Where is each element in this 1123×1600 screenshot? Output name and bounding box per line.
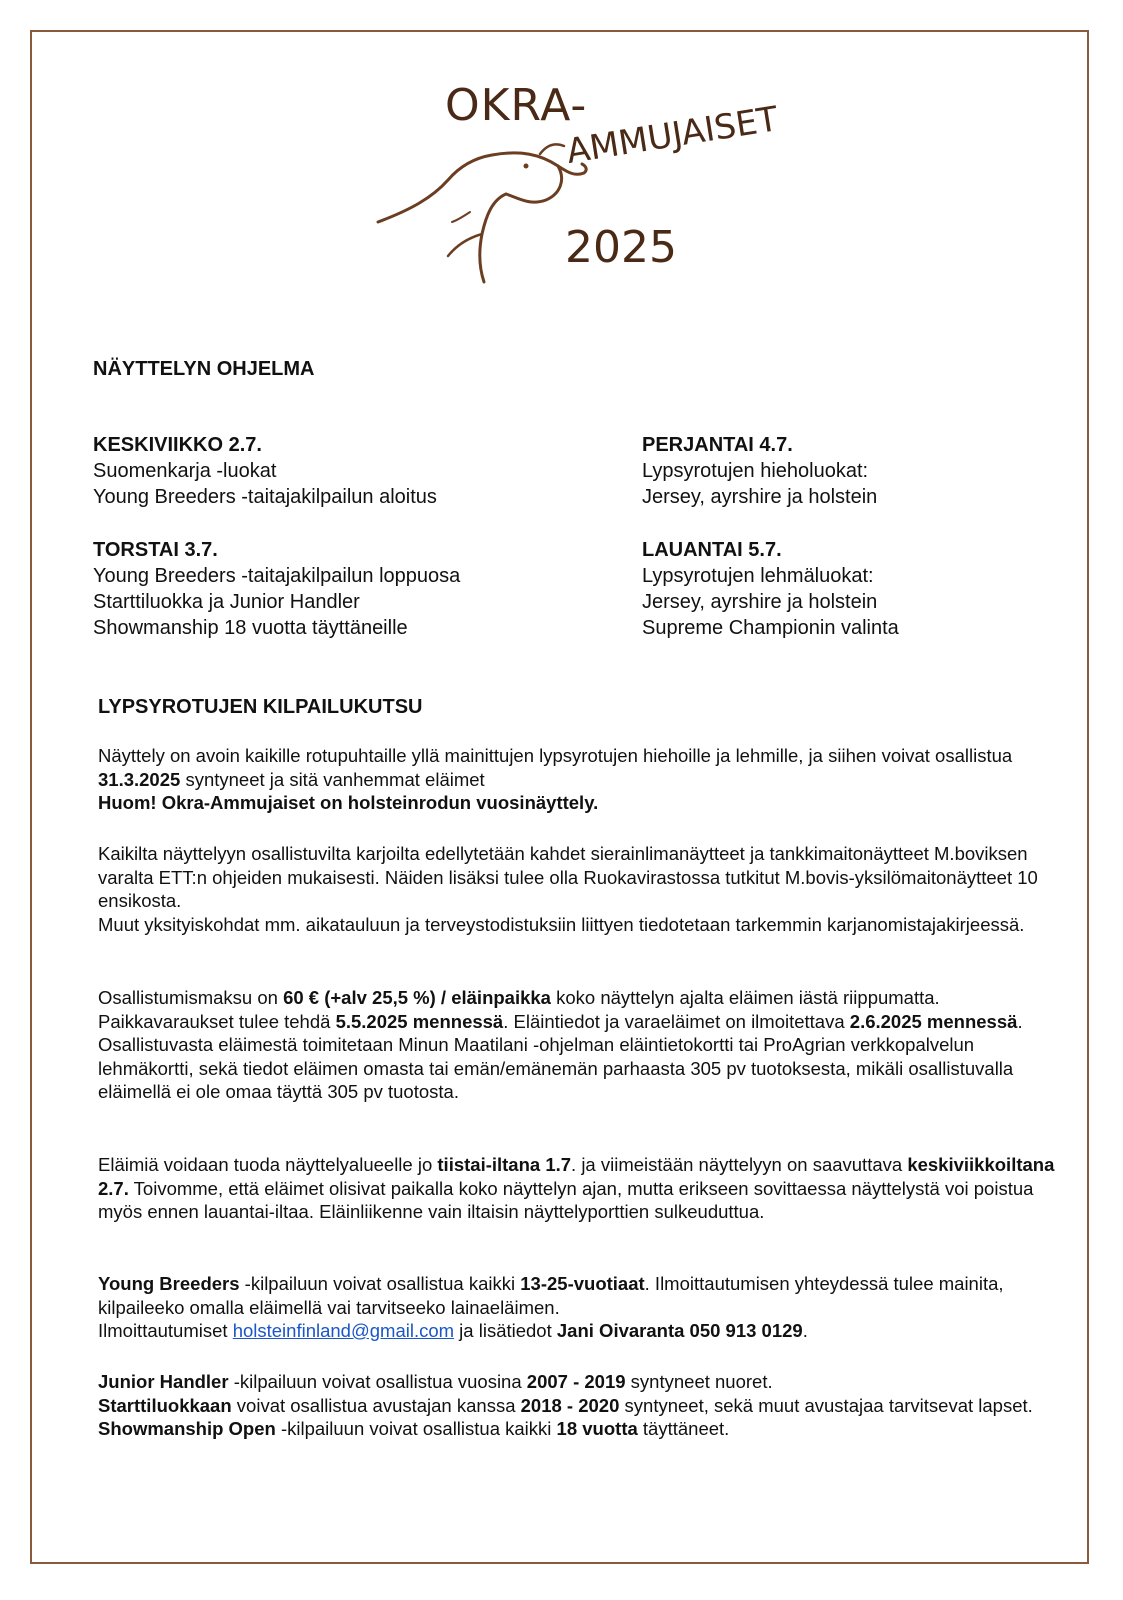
- program-day-friday: [642, 432, 877, 510]
- paragraph-eligibility: Näyttely on avoin kaikille rotupuhtaille yllä mainittujen lypsyrotujen hiehoille ja lehmille, ja siihen voivat osallistua 31.3.2025 syntyneet ja sitä vanhemmat eläimet Huom! Okra-Ammujaiset on holsteinrodun vuosinäyttely.: [98, 745, 1013, 813]
- program-day-wednesday: [93, 432, 437, 510]
- day-line: Showmanship 18 vuotta täyttäneille: [93, 617, 408, 639]
- day-date: KESKIVIIKKO 2.7.: [93, 434, 262, 456]
- paragraph-junior-classes: Junior Handler -kilpailuun voivat osallistua vuosina 2007 - 2019 syntyneet nuoret. Starttiluokkaan voivat osallistua avustajan kanssa 2018 - 2020 syntyneet, sekä muut avustajaa tarvitsevat lapset. Showmanship Open -kilpailuun voivat osallistua kaikki 18 vuotta täyttäneet.: [98, 1371, 1033, 1439]
- day-line: Young Breeders -taitajakilpailun loppuosa: [93, 565, 461, 587]
- paragraph-young-breeders: Young Breeders -kilpailuun voivat osallistua kaikki 13-25-vuotiaat. Ilmoittautumisen yhteydessä tulee mainita, kilpaileeko omalla eläimellä vai tarvitseeko lainaeläimen. Ilmoittautumiset holsteinfinland@gmail.com ja lisätiedot Jani Oivaranta 050 913 0129.: [98, 1273, 1004, 1341]
- day-line: Supreme Championin valinta: [642, 617, 899, 639]
- day-line: Suomenkarja -luokat: [93, 460, 277, 482]
- holstein-note: Huom! Okra-Ammujaiset on holsteinrodun vuosinäyttely.: [98, 792, 599, 813]
- day-line: Lypsyrotujen lehmäluokat:: [642, 565, 874, 587]
- program-day-thursday: [93, 537, 460, 641]
- day-date: TORSTAI 3.7.: [93, 539, 218, 561]
- day-date: LAUANTAI 5.7.: [642, 539, 782, 561]
- event-logo: [370, 70, 810, 300]
- logo-line-ammujaiset: AMMUJAISET: [563, 99, 781, 172]
- program-title: NÄYTTELYN OHJELMA: [93, 358, 315, 380]
- contact-person: Jani Oivaranta 050 913 0129: [556, 1320, 803, 1341]
- paragraph-arrival: Eläimiä voidaan tuoda näyttelyalueelle jo tiistai-iltana 1.7. ja viimeistään näyttelyyn on saavuttava keskiviikkoiltana 2.7. Toivomme, että eläimet olisivat paikalla koko näyttelyn ajan, mutta erikseen sovittaessa näyttelystä voi poistua myös ennen lauantai-iltaa. Eläinliikenne vain iltaisin näyttelyporttien sulkeuduttua.: [98, 1154, 1055, 1222]
- program-day-saturday: [642, 537, 899, 641]
- logo-line-okra: OKRA-: [445, 80, 588, 131]
- day-date: PERJANTAI 4.7.: [642, 434, 793, 456]
- logo-line-year: 2025: [565, 222, 677, 273]
- day-line: Starttiluokka ja Junior Handler: [93, 591, 360, 613]
- day-line: Jersey, ayrshire ja holstein: [642, 486, 878, 508]
- paragraph-fees: Osallistumismaksu on 60 € (+alv 25,5 %) / eläinpaikka koko näyttelyn ajalta eläimen iästä riippumatta. Paikkavaraukset tulee tehdä 5.5.2025 mennessä. Eläintiedot ja varaeläimet on ilmoitettava 2.6.2025 mennessä. Osallistuvasta eläimestä toimitetaan Minun Maatilani -ohjelman eläintietokortti tai ProAgrian verkkopalvelun lehmäkortti, sekä tiedot eläimen omasta tai emän/emänemän parhaasta 305 pv tuotoksesta, mikäli osallistuvalla eläimellä ei ole omaa täyttä 305 pv tuotosta.: [98, 987, 1023, 1102]
- day-line: Lypsyrotujen hieholuokat:: [642, 460, 869, 482]
- day-line: Jersey, ayrshire ja holstein: [642, 591, 878, 613]
- invitation-title: LYPSYROTUJEN KILPAILUKUTSU: [98, 696, 423, 718]
- day-line: Young Breeders -taitajakilpailun aloitus: [93, 486, 437, 508]
- email-link[interactable]: holsteinfinland@gmail.com: [232, 1320, 455, 1341]
- paragraph-health-tests: Kaikilta näyttelyyn osallistuvilta karjoilta edellytetään kahdet sierainlimanäytteet ja tankkimaitonäytteet M.boviksen varalta ETT:n ohjeiden mukaisesti. Näiden lisäksi tulee olla Ruokavirastossa tutkitut M.bovis-yksilömaitonäytteet 10 ensikosta. Muut yksityiskohdat mm. aikatauluun ja terveystodistuksiin liittyen tiedotetaan tarkemmin karjanomistajakirjeessä.: [98, 843, 1038, 935]
